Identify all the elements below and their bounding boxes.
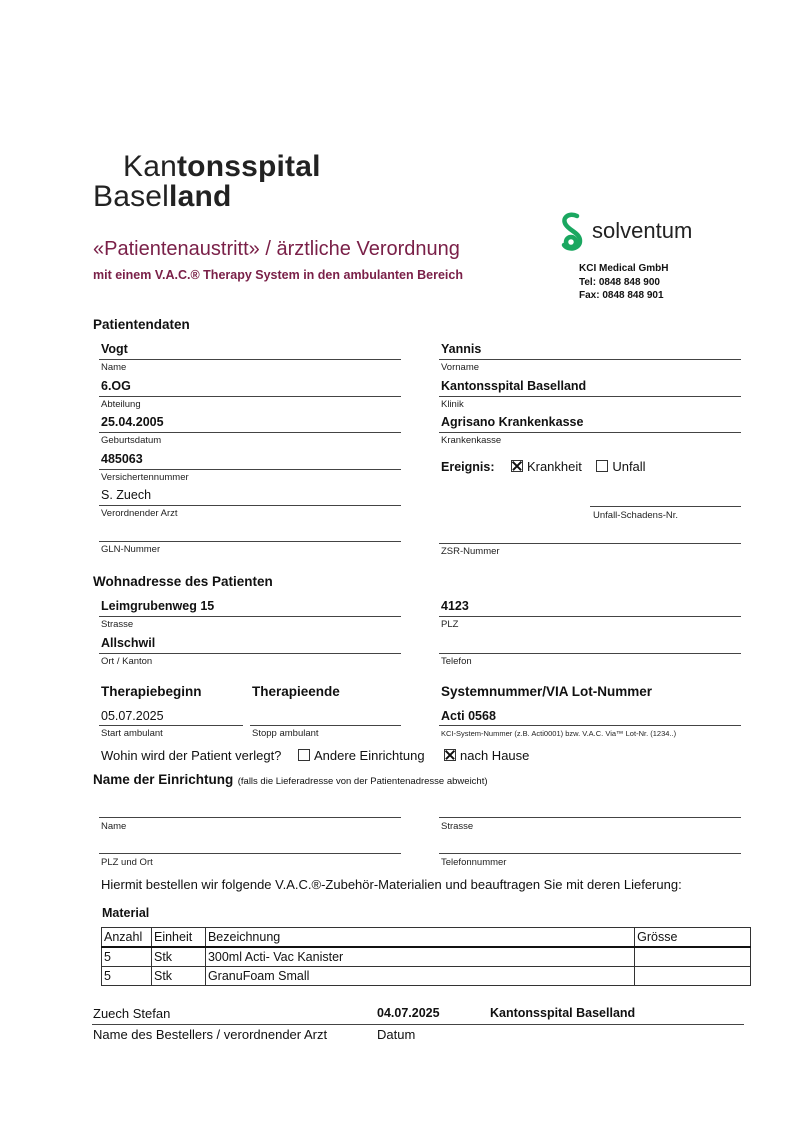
kci-fax: Fax: 0848 848 901	[579, 290, 664, 301]
einrichtung-strasse-line[interactable]	[439, 817, 741, 818]
page-title: «Patientenaustritt» / ärztliche Verordnung	[93, 238, 460, 260]
abteilung-line	[99, 396, 401, 397]
telefon-label: Telefon	[441, 656, 472, 667]
system-label: KCI-System-Nummer (z.B. Acti0001) bzw. V.A.C. Via™ Lot-Nr. (1234..)	[441, 729, 677, 738]
krankenkasse-label: Krankenkasse	[441, 435, 502, 446]
system-line	[439, 725, 741, 726]
name-line	[99, 359, 401, 360]
einrichtung-strasse-label: Strasse	[441, 821, 474, 832]
unfall-option[interactable]	[596, 459, 645, 474]
cell-groesse[interactable]	[635, 947, 751, 967]
einrichtung-note: (falls die Lieferadresse von der Patientenadresse abweicht)	[237, 776, 488, 787]
versichertennummer-line	[99, 469, 401, 470]
andere-option[interactable]	[298, 748, 425, 763]
material-table-header	[102, 928, 751, 948]
einrichtung-telefon-line[interactable]	[439, 853, 741, 854]
cell-einheit[interactable]: Stk	[151, 967, 205, 986]
systemnummer-heading: Systemnummer/VIA Lot-Nummer	[441, 684, 653, 699]
versichertennummer-label: Versichertennummer	[101, 472, 189, 483]
ort-value[interactable]: Allschwil	[101, 636, 156, 650]
solventum-logo-text: solventum	[592, 218, 693, 243]
cell-anzahl[interactable]: 5	[102, 967, 152, 986]
section-wohnadresse: Wohnadresse des Patienten	[93, 574, 273, 589]
zsr-line[interactable]	[439, 543, 741, 544]
plz-value[interactable]: 4123	[441, 599, 469, 613]
besteller-label: Name des Bestellers / verordnender Arzt	[93, 1027, 328, 1042]
datum-label: Datum	[377, 1027, 416, 1042]
page-subtitle: mit einem V.A.C.® Therapy System in den ambulanten Bereich	[93, 268, 463, 282]
cell-anzahl[interactable]: 5	[102, 947, 152, 967]
kantonsspital-logo-line2: Baselland	[93, 180, 232, 213]
geburtsdatum-value[interactable]: 25.04.2005	[101, 415, 164, 429]
unfall-nr-label: Unfall-Schadens-Nr.	[593, 510, 679, 521]
einrichtung-heading	[93, 771, 488, 789]
cell-groesse[interactable]	[635, 967, 751, 986]
col-anzahl: Anzahl	[102, 928, 152, 948]
stopp-label: Stopp ambulant	[252, 728, 319, 739]
versichertennummer-value[interactable]: 485063	[101, 452, 143, 466]
solventum-logo-icon	[557, 212, 587, 252]
geburtsdatum-line	[99, 432, 401, 433]
verlegt-question: Wohin wird der Patient verlegt?	[101, 748, 282, 763]
krankenkasse-line	[439, 432, 741, 433]
section-patientendaten: Patientendaten	[93, 317, 190, 332]
col-einheit: Einheit	[151, 928, 205, 948]
strasse-line	[99, 616, 401, 617]
ort-line	[99, 653, 401, 654]
einrichtung-telefon-label: Telefonnummer	[441, 857, 507, 868]
ort-label: Ort / Kanton	[101, 656, 153, 667]
kci-company: KCI Medical GmbH	[579, 263, 669, 274]
hause-option[interactable]	[444, 748, 529, 763]
arzt-label: Verordnender Arzt	[101, 508, 178, 519]
besteller-value[interactable]: Zuech Stefan	[93, 1006, 171, 1021]
strasse-value[interactable]: Leimgrubenweg 15	[101, 599, 215, 613]
stopp-line[interactable]	[250, 725, 401, 726]
name-value[interactable]: Vogt	[101, 342, 128, 356]
order-text: Hiermit bestellen wir folgende V.A.C.®-Zubehör-Materialien und beauftragen Sie mit deren Lieferung:	[101, 877, 682, 892]
geburtsdatum-label: Geburtsdatum	[101, 435, 162, 446]
kantonsspital-logo-line1: Kantonsspital	[123, 150, 321, 183]
verlegt-row	[101, 748, 281, 763]
telefon-line[interactable]	[439, 653, 741, 654]
start-value[interactable]: 05.07.2025	[101, 709, 164, 723]
start-line	[99, 725, 243, 726]
col-groesse: Grösse	[635, 928, 751, 948]
gln-label: GLN-Nummer	[101, 544, 161, 555]
start-label: Start ambulant	[101, 728, 163, 739]
table-row	[102, 967, 751, 986]
vorname-label: Vorname	[441, 362, 480, 373]
arzt-value[interactable]: S. Zuech	[101, 488, 152, 502]
unfall-checkbox[interactable]	[596, 460, 608, 472]
section-einrichtung: Name der Einrichtung	[93, 772, 234, 787]
spital-value[interactable]: Kantonsspital Baselland	[490, 1006, 636, 1020]
ereignis-group	[441, 458, 646, 476]
krankheit-option[interactable]	[511, 459, 582, 474]
plz-line	[439, 616, 741, 617]
plz-label: PLZ	[441, 619, 459, 630]
abteilung-label: Abteilung	[101, 399, 141, 410]
material-heading: Material	[102, 906, 150, 920]
einrichtung-name-label: Name	[101, 821, 127, 832]
ereignis-label: Ereignis:	[441, 460, 495, 474]
material-table	[101, 927, 751, 986]
zsr-label: ZSR-Nummer	[441, 546, 500, 557]
table-row	[102, 947, 751, 967]
klinik-value[interactable]: Kantonsspital Baselland	[441, 379, 587, 393]
system-value[interactable]: Acti 0568	[441, 709, 496, 723]
klinik-label: Klinik	[441, 399, 464, 410]
cell-bezeichnung[interactable]: GranuFoam Small	[205, 967, 634, 986]
cell-einheit[interactable]: Stk	[151, 947, 205, 967]
andere-checkbox[interactable]	[298, 749, 310, 761]
cell-bezeichnung[interactable]: 300ml Acti- Vac Kanister	[205, 947, 634, 967]
krankheit-label: Krankheit	[526, 459, 582, 474]
kci-phone: Tel: 0848 848 900	[579, 277, 660, 288]
therapiebeginn-heading: Therapiebeginn	[101, 684, 202, 699]
abteilung-value[interactable]: 6.OG	[101, 379, 131, 393]
andere-label: Andere Einrichtung	[314, 748, 425, 763]
datum-value[interactable]: 04.07.2025	[377, 1006, 440, 1020]
signature-line	[92, 1024, 744, 1025]
unfall-label: Unfall	[612, 459, 646, 474]
einrichtung-plz-label: PLZ und Ort	[101, 857, 153, 868]
name-label: Name	[101, 362, 127, 373]
unfall-nr-line	[590, 506, 741, 507]
vorname-value[interactable]: Yannis	[441, 342, 482, 356]
vorname-line	[439, 359, 741, 360]
einrichtung-name-line[interactable]	[99, 817, 401, 818]
gln-line[interactable]	[99, 541, 401, 542]
klinik-line	[439, 396, 741, 397]
arzt-line	[99, 505, 401, 506]
therapieende-heading: Therapieende	[252, 684, 340, 699]
col-bezeichnung: Bezeichnung	[205, 928, 634, 948]
hause-label: nach Hause	[460, 748, 530, 763]
krankenkasse-value[interactable]: Agrisano Krankenkasse	[441, 415, 584, 429]
einrichtung-plz-line[interactable]	[99, 853, 401, 854]
krankheit-checkbox[interactable]	[511, 460, 523, 472]
strasse-label: Strasse	[101, 619, 134, 630]
hause-checkbox[interactable]	[444, 749, 456, 761]
